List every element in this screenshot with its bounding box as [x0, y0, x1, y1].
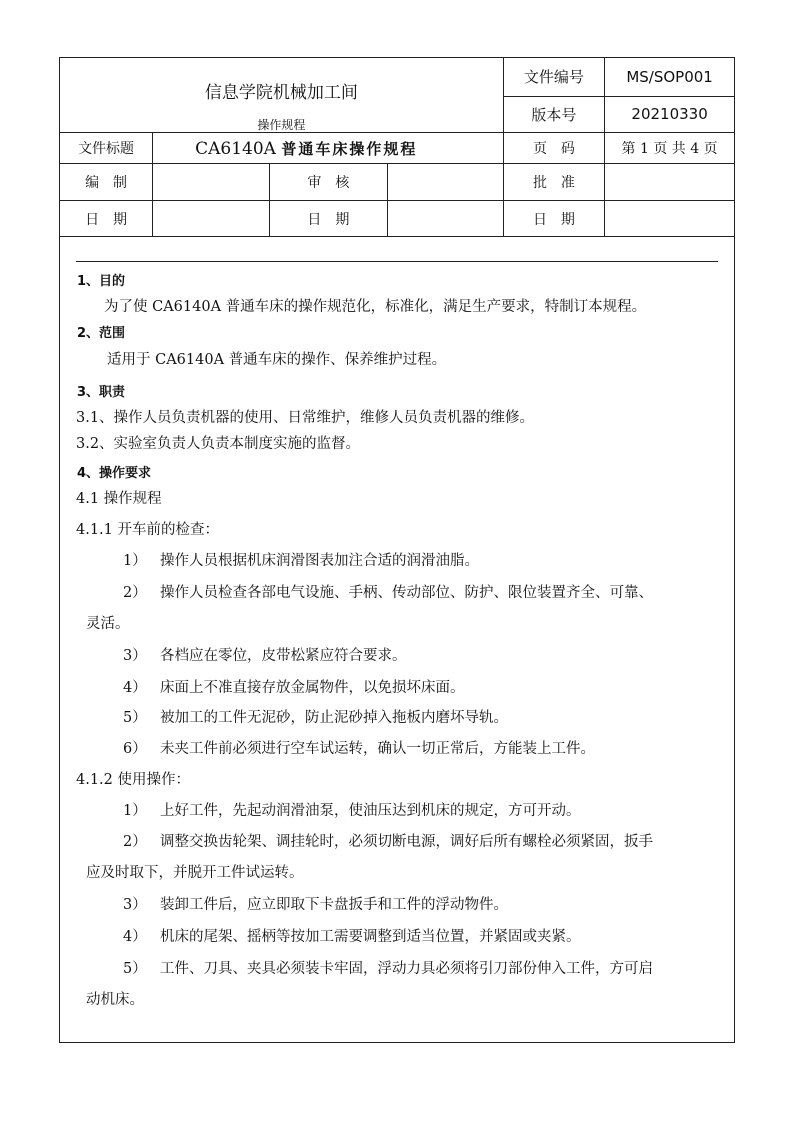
date-label-1: 日 期: [60, 201, 153, 237]
version-label: 版本号: [503, 96, 605, 133]
reviewed-label: 审 核: [270, 164, 387, 201]
version: 20210330: [605, 96, 735, 133]
list-item: 调整交换齿轮架、调挂轮时，必须切断电源，调好后所有螺栓必须紧固，扳手: [160, 834, 653, 850]
list-item-continued: 动机床。: [86, 992, 144, 1008]
list-item-number: 3）: [123, 648, 147, 664]
divider: [76, 261, 718, 262]
section-title: 2、范围: [77, 326, 126, 341]
list-item: 各档应在零位，皮带松紧应符合要求。: [160, 648, 407, 664]
paragraph: 3.2、实验室负责人负责本制度实施的监督。: [76, 436, 361, 452]
header-table: [59, 57, 735, 237]
list-item-number: 1）: [123, 803, 147, 819]
list-item-number: 4）: [123, 929, 147, 945]
list-item: 操作人员根据机床润滑图表加注合适的润滑油脂。: [160, 553, 479, 569]
list-item-number: 4）: [123, 680, 147, 696]
date-value-1: [153, 201, 270, 237]
list-item: 上好工件，先起动润滑油泵，使油压达到机床的规定，方可开动。: [160, 803, 581, 819]
date-label-2: 日 期: [270, 201, 387, 237]
list-item-number: 5）: [123, 710, 147, 726]
approved-label: 批 准: [503, 164, 605, 201]
list-item: 工件、刀具、夹具必须装卡牢固，浮动力具必须将引刀部份伸入工件，方可启: [160, 961, 653, 977]
subsection-title: 4.1.2 使用操作：: [76, 772, 191, 788]
section-title: 3、职责: [77, 385, 126, 400]
paragraph: 为了使 CA6140A 普通车床的操作规范化，标准化，满足生产要求，特制订本规程。: [104, 299, 647, 315]
date-value-2: [387, 201, 503, 237]
list-item: 被加工的工件无泥砂，防止泥砂掉入拖板内磨坏导轨。: [160, 710, 508, 726]
title-label: 文件标题: [60, 133, 153, 164]
subsection-title: 4.1 操作规程: [76, 491, 162, 507]
file-no-label: 文件编号: [503, 58, 605, 97]
reviewed-value: [387, 164, 503, 201]
list-item: 机床的尾架、摇柄等按加工需要调整到适当位置，并紧固或夹紧。: [160, 929, 581, 945]
list-item: 操作人员检查各部电气设施、手柄、传动部位、防护、限位装置齐全、可靠、: [160, 585, 653, 601]
date-value-3: [605, 201, 735, 237]
paragraph: 适用于 CA6140A 普通车床的操作、保养维护过程。: [107, 352, 447, 368]
list-item-continued: 灵活。: [86, 616, 130, 632]
title-code: CA6140A: [195, 138, 276, 159]
org-name: 信息学院机械加工间: [204, 83, 358, 103]
subsection-title: 4.1.1 开车前的检查：: [76, 522, 220, 538]
list-item-number: 6）: [123, 741, 147, 757]
list-item-number: 2）: [123, 834, 147, 850]
list-item: 未夹工件前必须进行空车试运转，确认一切正常后，方能装上工件。: [160, 741, 595, 757]
list-item-number: 2）: [123, 585, 147, 601]
list-item: 床面上不准直接存放金属物件，以免损坏床面。: [160, 680, 465, 696]
list-item: 装卸工件后，应立即取下卡盘扳手和工件的浮动物件。: [160, 897, 508, 913]
approved-value: [605, 164, 735, 201]
page-label: 页 码: [503, 133, 605, 164]
paragraph: 3.1、操作人员负责机器的使用、日常维护，维修人员负责机器的维修。: [76, 410, 535, 426]
prepared-value: [153, 164, 270, 201]
doc-type: 操作规程: [257, 118, 306, 132]
list-item-number: 5）: [123, 961, 147, 977]
list-item-number: 3）: [123, 897, 147, 913]
doc-title: [153, 133, 504, 164]
title-text: 普通车床操作规程: [281, 139, 418, 158]
file-no: MS/SOP001: [605, 58, 735, 97]
page-value: 第 1 页 共 4 页: [605, 133, 735, 164]
section-title: 1、目的: [77, 274, 126, 289]
list-item-number: 1）: [123, 553, 147, 569]
org-cell: [60, 58, 504, 133]
list-item-continued: 应及时取下，并脱开工件试运转。: [86, 865, 304, 881]
prepared-label: 编 制: [60, 164, 153, 201]
date-label-3: 日 期: [503, 201, 605, 237]
section-title: 4、操作要求: [77, 466, 152, 481]
